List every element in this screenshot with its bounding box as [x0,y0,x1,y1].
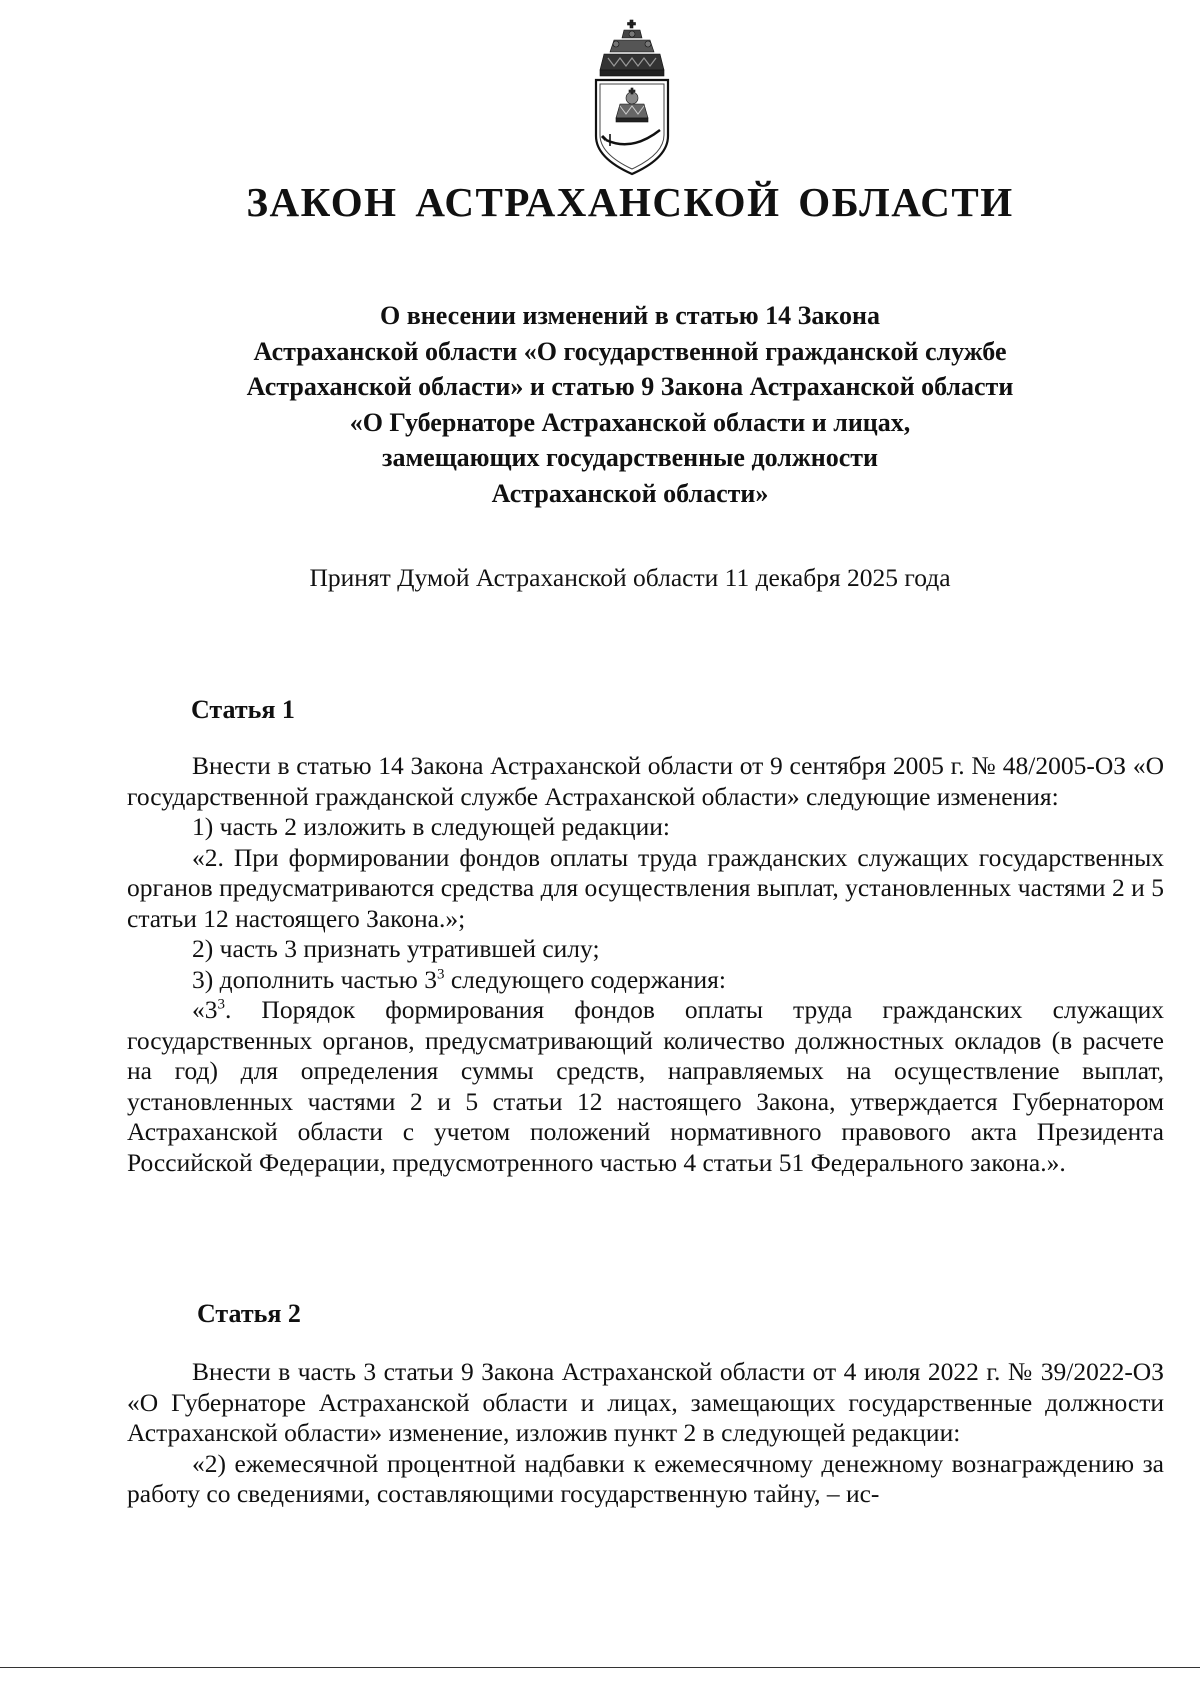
article-1-item-2: 2) часть 3 признать утратившей силу; [192,934,600,963]
item-3-suffix: следующего содержания: [444,964,726,994]
article-2-item-text: «2) ежемесячной процентной надбавки к ежемесячному денежному вознаграждению за работу со сведениями, составляющими государственную тайну, – ис- [127,1448,1164,1508]
article-2-heading: Статья 2 [197,1299,301,1328]
subtitle-line: замещающих государственные должности [382,443,878,472]
article-1-heading: Статья 1 [191,695,295,724]
subtitle-line: Астраханской области» [491,478,769,508]
article-1-item-1: 1) часть 2 изложить в следующей редакции: [192,812,670,841]
subtitle-line: Астраханской области «О государственной гражданской службе [253,336,1007,366]
coat-of-arms-emblem [580,18,684,178]
item-3-prefix: 3) дополнить частью 3 [192,964,437,994]
article-1-body [127,751,1164,1178]
subtitle-line: Астраханской области» и статью 9 Закона Астраханской области [246,372,1014,401]
subtitle-line: «О Губернаторе Астраханской области и лицах, [349,407,911,437]
article-2-intro: Внести в часть 3 статьи 9 Закона Астраханской области от 4 июля 2022 г. № 39/2022-ОЗ «О Губернаторе Астраханской области и лицах, замещающих государственные должности Астраханской области» изменение, изложив пункт 2 в следующей редакции: [127,1357,1164,1447]
article-2-body [127,1357,1164,1510]
law-title: ЗАКОН АСТРАХАНСКОЙ ОБЛАСТИ [246,179,1014,225]
item-3-text-superscript: 3 [217,996,225,1013]
article-1-intro: Внести в статью 14 Закона Астраханской области от 9 сентября 2005 г. № 48/2005-ОЗ «О государственной гражданской службе Астраханской области» следующие изменения: [127,751,1164,811]
adoption-statement: Принят Думой Астраханской области 11 декабря 2025 года [309,563,951,592]
page-bottom-rule [0,1667,1200,1668]
item-3-text-body: . Порядок формирования фондов оплаты труда гражданских служащих государственных органов, предусматривающий количество должностных окладов (в расчете на год) для определения суммы средств, направляемых на осуществление выплат, установленных частями 2 и 5 статьи 12 настоящего Закона, утверждается Губернатором Астраханской области с учетом положений нормативного правового акта Президента Российской Федерации, предусмотренного частью 4 статьи 51 Федерального закона.». [127,995,1164,1177]
article-1-item-1-text: «2. При формировании фондов оплаты труда гражданских служащих государственных органов предусматриваются средства для осуществления выплат, установленных частями 2 и 5 статьи 12 настоящего Закона.»; [127,842,1164,933]
article-1-item-3-text [127,995,1164,1178]
item-3-superscript: 3 [436,966,445,982]
article-1-item-3 [127,965,1164,996]
law-subtitle [150,298,1110,511]
item-3-text-prefix: «3 [192,995,218,1024]
subtitle-line: О внесении изменений в статью 14 Закона [380,301,880,330]
